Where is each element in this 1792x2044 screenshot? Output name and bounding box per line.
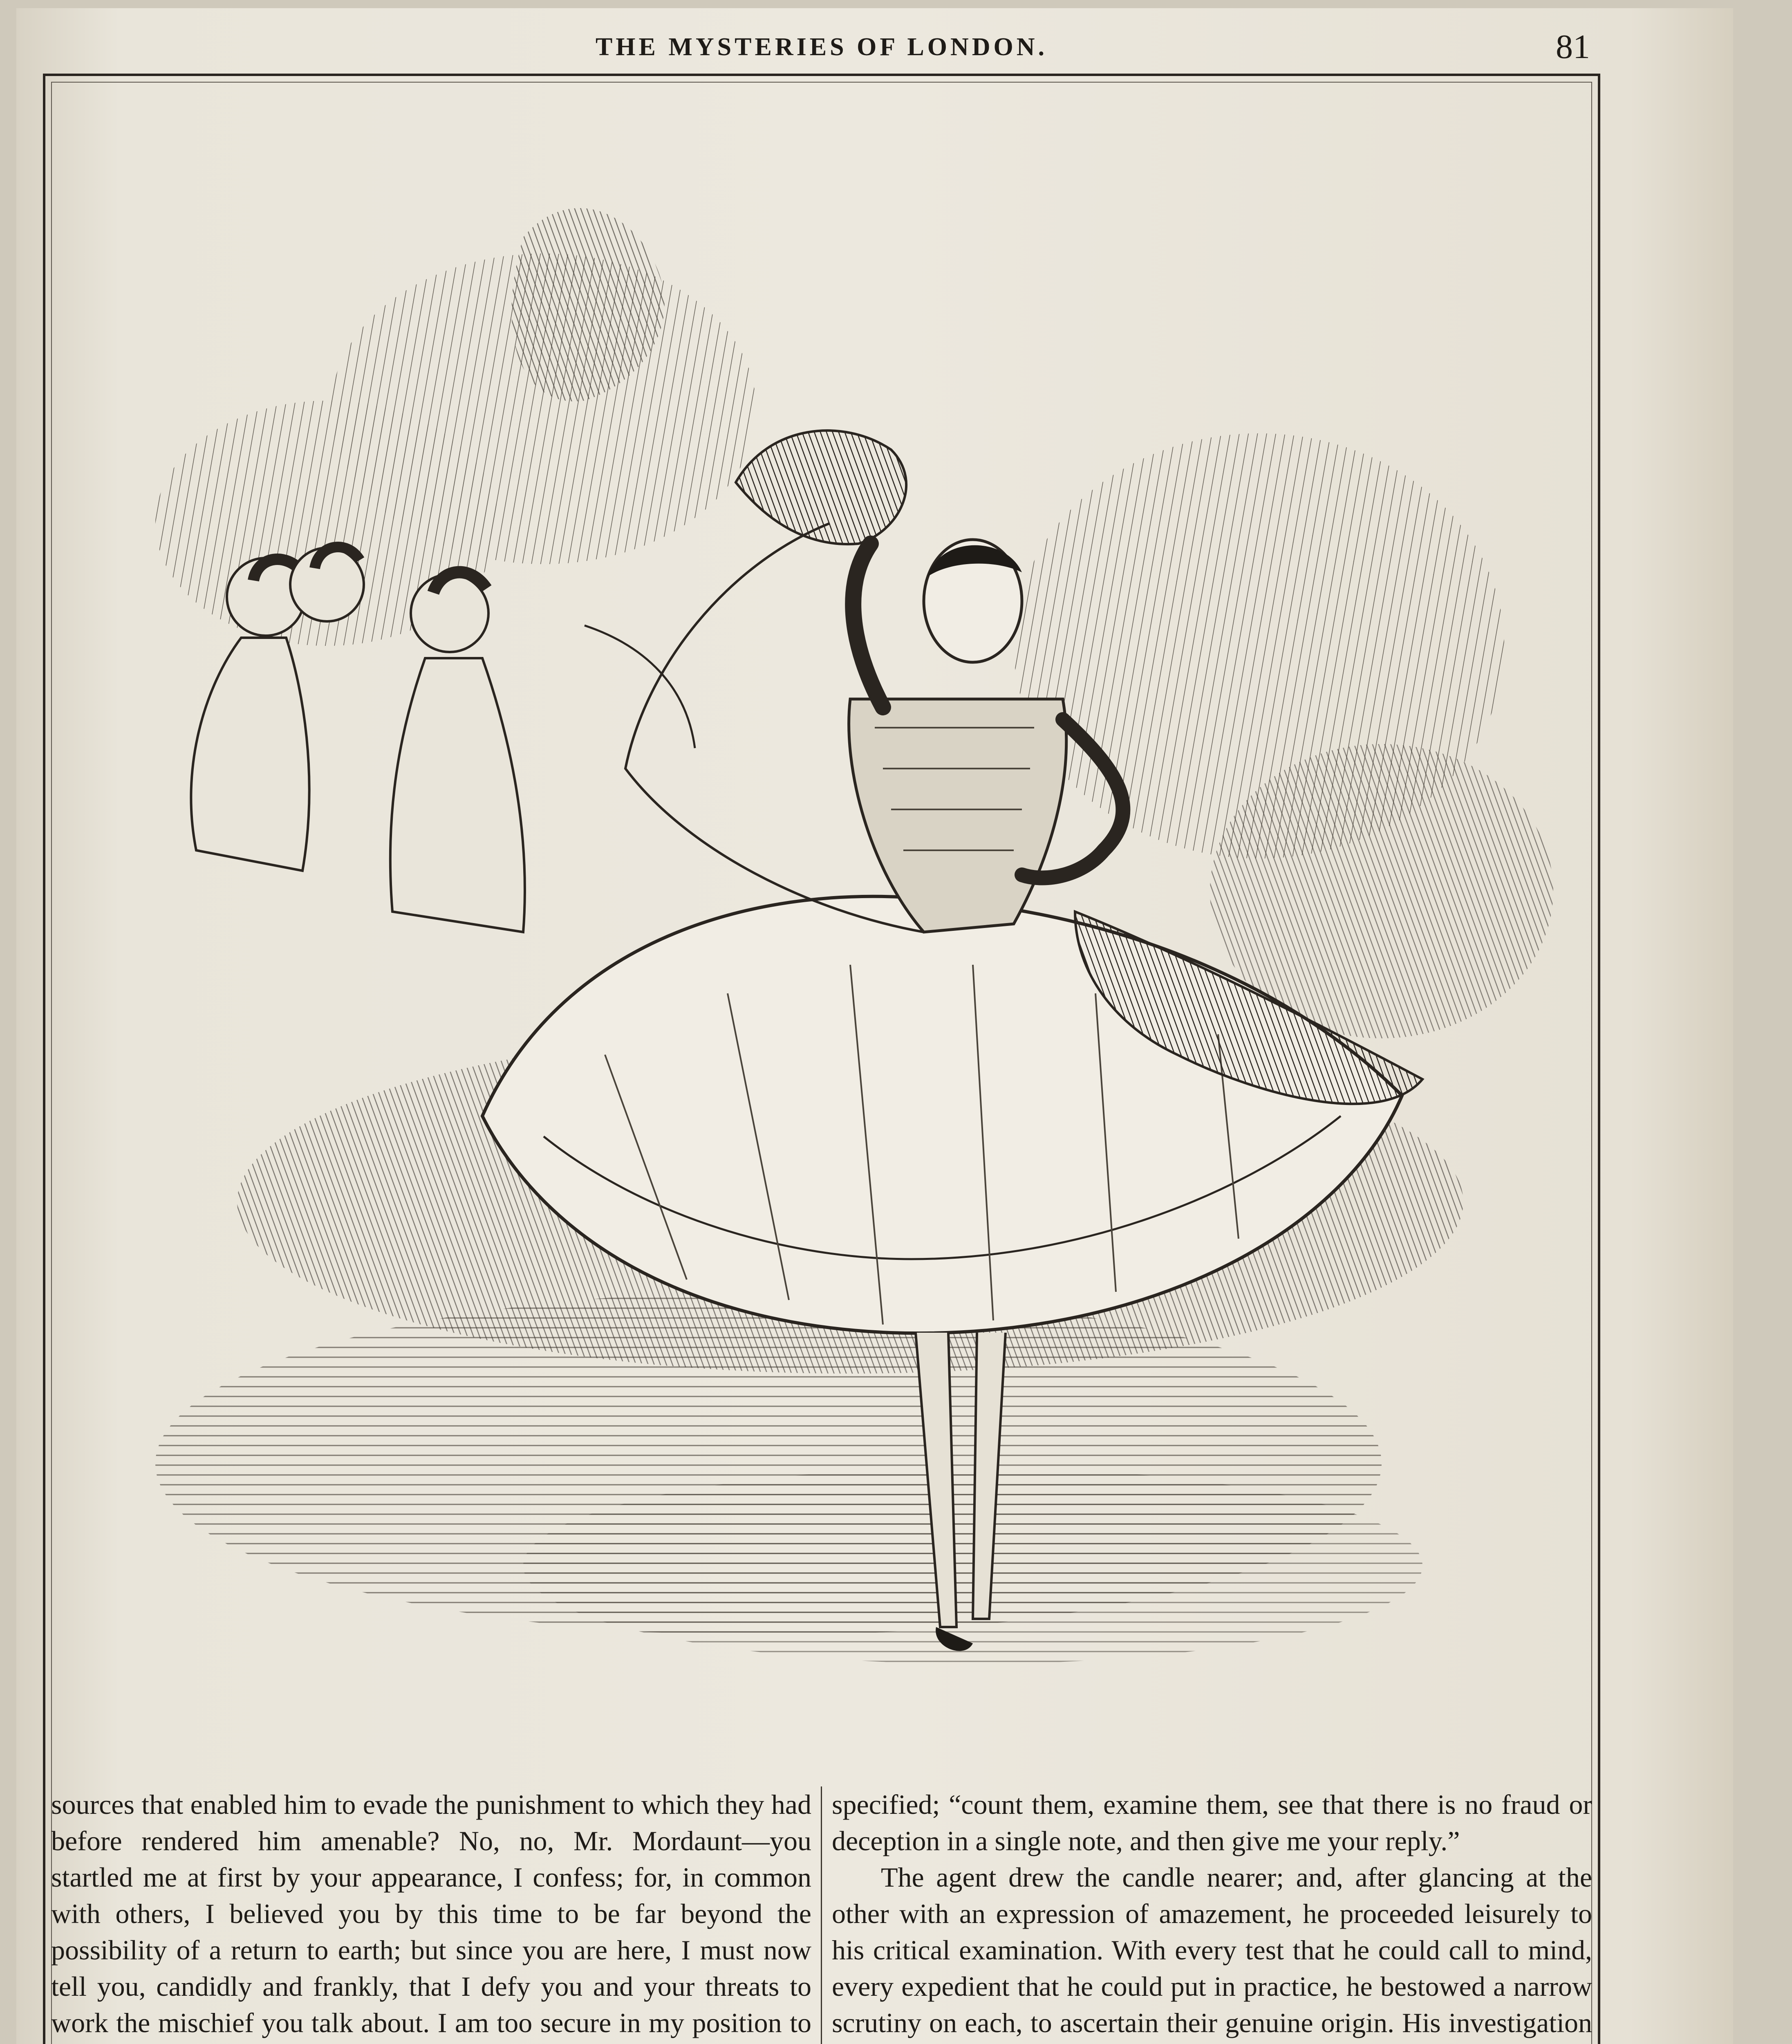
ballerina-illustration <box>74 155 1578 1766</box>
page-number: 81 <box>1556 28 1590 66</box>
column-divider <box>821 1786 822 2044</box>
column-left <box>51 1786 811 2044</box>
paragraph: sources that enabled him to evade the punishment to which they had before rendered him amenable? No, no, Mr. Mordaunt—you startled me at first by your appearance, I confess; for, in common with others, I believed you by this time to be far beyond the possibility of a return to earth; but since you are here, I must now tell you, candidly and frankly, that I defy you and your threats to work the mischief you talk about. I am too secure in my position to <box>51 1789 811 2038</box>
paragraph: The agent drew the candle nearer; and, after glancing at the other with an expression of amazement, he proceeded leisurely to his critical examination. With every test that he could call to mind, every expedient that he could put in practice, he bestowed a narrow scrutiny on each, to ascertain their genuine origin. His investigation <box>832 1862 1592 2038</box>
running-title: THE MYSTERIES OF LONDON. <box>595 33 1048 61</box>
text-columns <box>51 1786 1592 2044</box>
paragraph: specified; “count them, examine them, see that there is no fraud or deception in a single note, and then give me your reply.” <box>832 1789 1592 1856</box>
column-right <box>832 1786 1592 2044</box>
background-dancers <box>191 547 525 932</box>
